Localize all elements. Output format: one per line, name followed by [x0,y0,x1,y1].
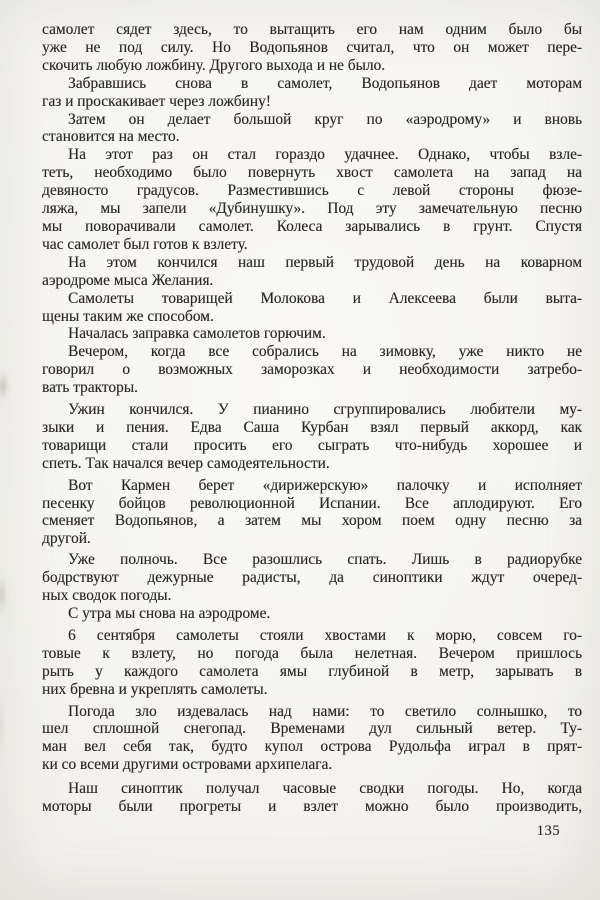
text-line: щены таким же способом. [42,307,214,325]
text-line: На этот раз он стал гораздо удачнее. Однако, чтобы взле- [68,146,582,164]
text-line: них бревна и укреплять самолеты. [42,680,268,698]
text-line: другой. [42,530,91,548]
scan-smudge [0,688,5,766]
text-line: теть, необходимо было повернуть хвост самолета на запад на [42,164,582,182]
paragraph [42,75,582,111]
paragraph [42,290,582,326]
text-line: Погода зло издевалась над нами: то светило солнышко, то [68,702,582,720]
paragraph [42,21,582,75]
text-line: рыть у каждого самолета ямы глубиной в метр, зарывать в [42,662,582,680]
paragraph [42,325,582,343]
text-line: девяносто градусов. Разместившись с левой стороны фюзе- [42,182,582,200]
paragraph [42,111,582,147]
text-line: аэродроме мыса Желания. [42,271,214,289]
text-line: скочить любую ложбину. Другого выхода и не было. [42,56,386,74]
text-line: товые к взлету, но погода была нелетная. Вечером пришлось [42,644,582,662]
text-line: ляжа, мы запели «Дубинушку». Под эту замечательную песню [42,200,582,218]
text-line: бодрствуют дежурные радисты, да синоптики ждут очеред- [42,569,582,587]
text-line: песенку бойцов революционной Испании. Все аплодируют. Его [42,494,582,512]
text-line: Затем он делает большой круг по «аэродрому» и вновь [68,110,582,128]
paragraph [42,703,582,775]
text-line: Вот Кармен берет «дирижерскую» палочку и исполняет [68,476,582,494]
paragraph [42,477,582,549]
page-text [42,21,582,816]
text-line: зыки и пения. Едва Саша Курбан взял первый аккорд, как [42,418,582,436]
text-line: шел сплошной снегопад. Временами дул сильный ветер. Ту- [42,720,582,738]
paragraph [42,780,582,816]
text-line: товарищи стали просить его сыграть что-нибудь хорошее и [42,436,582,454]
paragraph [42,605,582,623]
text-line: спеть. Так начался вечер самодеятельности. [42,454,330,472]
text-line: ных сводок погоды. [42,587,172,605]
paragraph [42,627,582,699]
text-line: Ужин кончился. У пианино сгруппировались любители му- [68,401,582,419]
text-line: На этом кончился наш первый трудовой день на коварном [68,253,582,271]
text-line: Самолеты товарищей Молокова и Алексеева были выта- [68,289,582,307]
text-line: ки со всеми другими островами архипелага. [42,756,333,774]
text-line: Наш синоптик получал часовые сводки погоды. Но, когда [68,780,582,798]
paragraph [42,254,582,290]
scan-smudge [0,566,8,624]
text-line: С утра мы снова на аэродроме. [68,605,271,622]
text-line: мы поворачивали самолет. Колеса зарывались в грунт. Спустя [42,217,582,235]
text-line: уже не под силу. Но Водопьянов считал, что он может пере- [42,38,582,56]
text-line: говорил о возможных заморозках и необходимости затребо- [42,361,582,379]
text-line: Забравшись снова в самолет, Водопьянов дает моторам [68,74,582,92]
paragraph [42,401,582,473]
text-line: Уже полночь. Все разошлись спать. Лишь в радиорубке [68,551,582,569]
paragraph [42,343,582,397]
text-line: ман вел себя так, будто купол острова Рудольфа играл в прят- [42,738,582,756]
text-line: газ и проскакивает через ложбину! [42,92,271,110]
text-line: моторы были прогреты и взлет можно было производить, [42,798,582,816]
text-line: час самолет был готов к взлету. [42,235,248,253]
text-line: 6 сентября самолеты стояли хвостами к морю, совсем го- [68,626,582,644]
paragraph [42,146,582,253]
text-line: Началась заправка самолетов горючим. [68,325,326,343]
text-line: сменяет Водопьянов, а затем мы хором поем одну песню за [42,512,582,530]
text-line: становится на место. [42,128,180,146]
paragraph [42,551,582,605]
text-line: самолет сядет здесь, то вытащить его нам одним было бы [42,21,582,38]
text-line: вать тракторы. [42,379,138,397]
text-line: Вечером, когда все собрались на зимовку, уже никто не [68,343,582,361]
scan-smudge [0,366,11,406]
page-number: 135 [536,823,560,839]
